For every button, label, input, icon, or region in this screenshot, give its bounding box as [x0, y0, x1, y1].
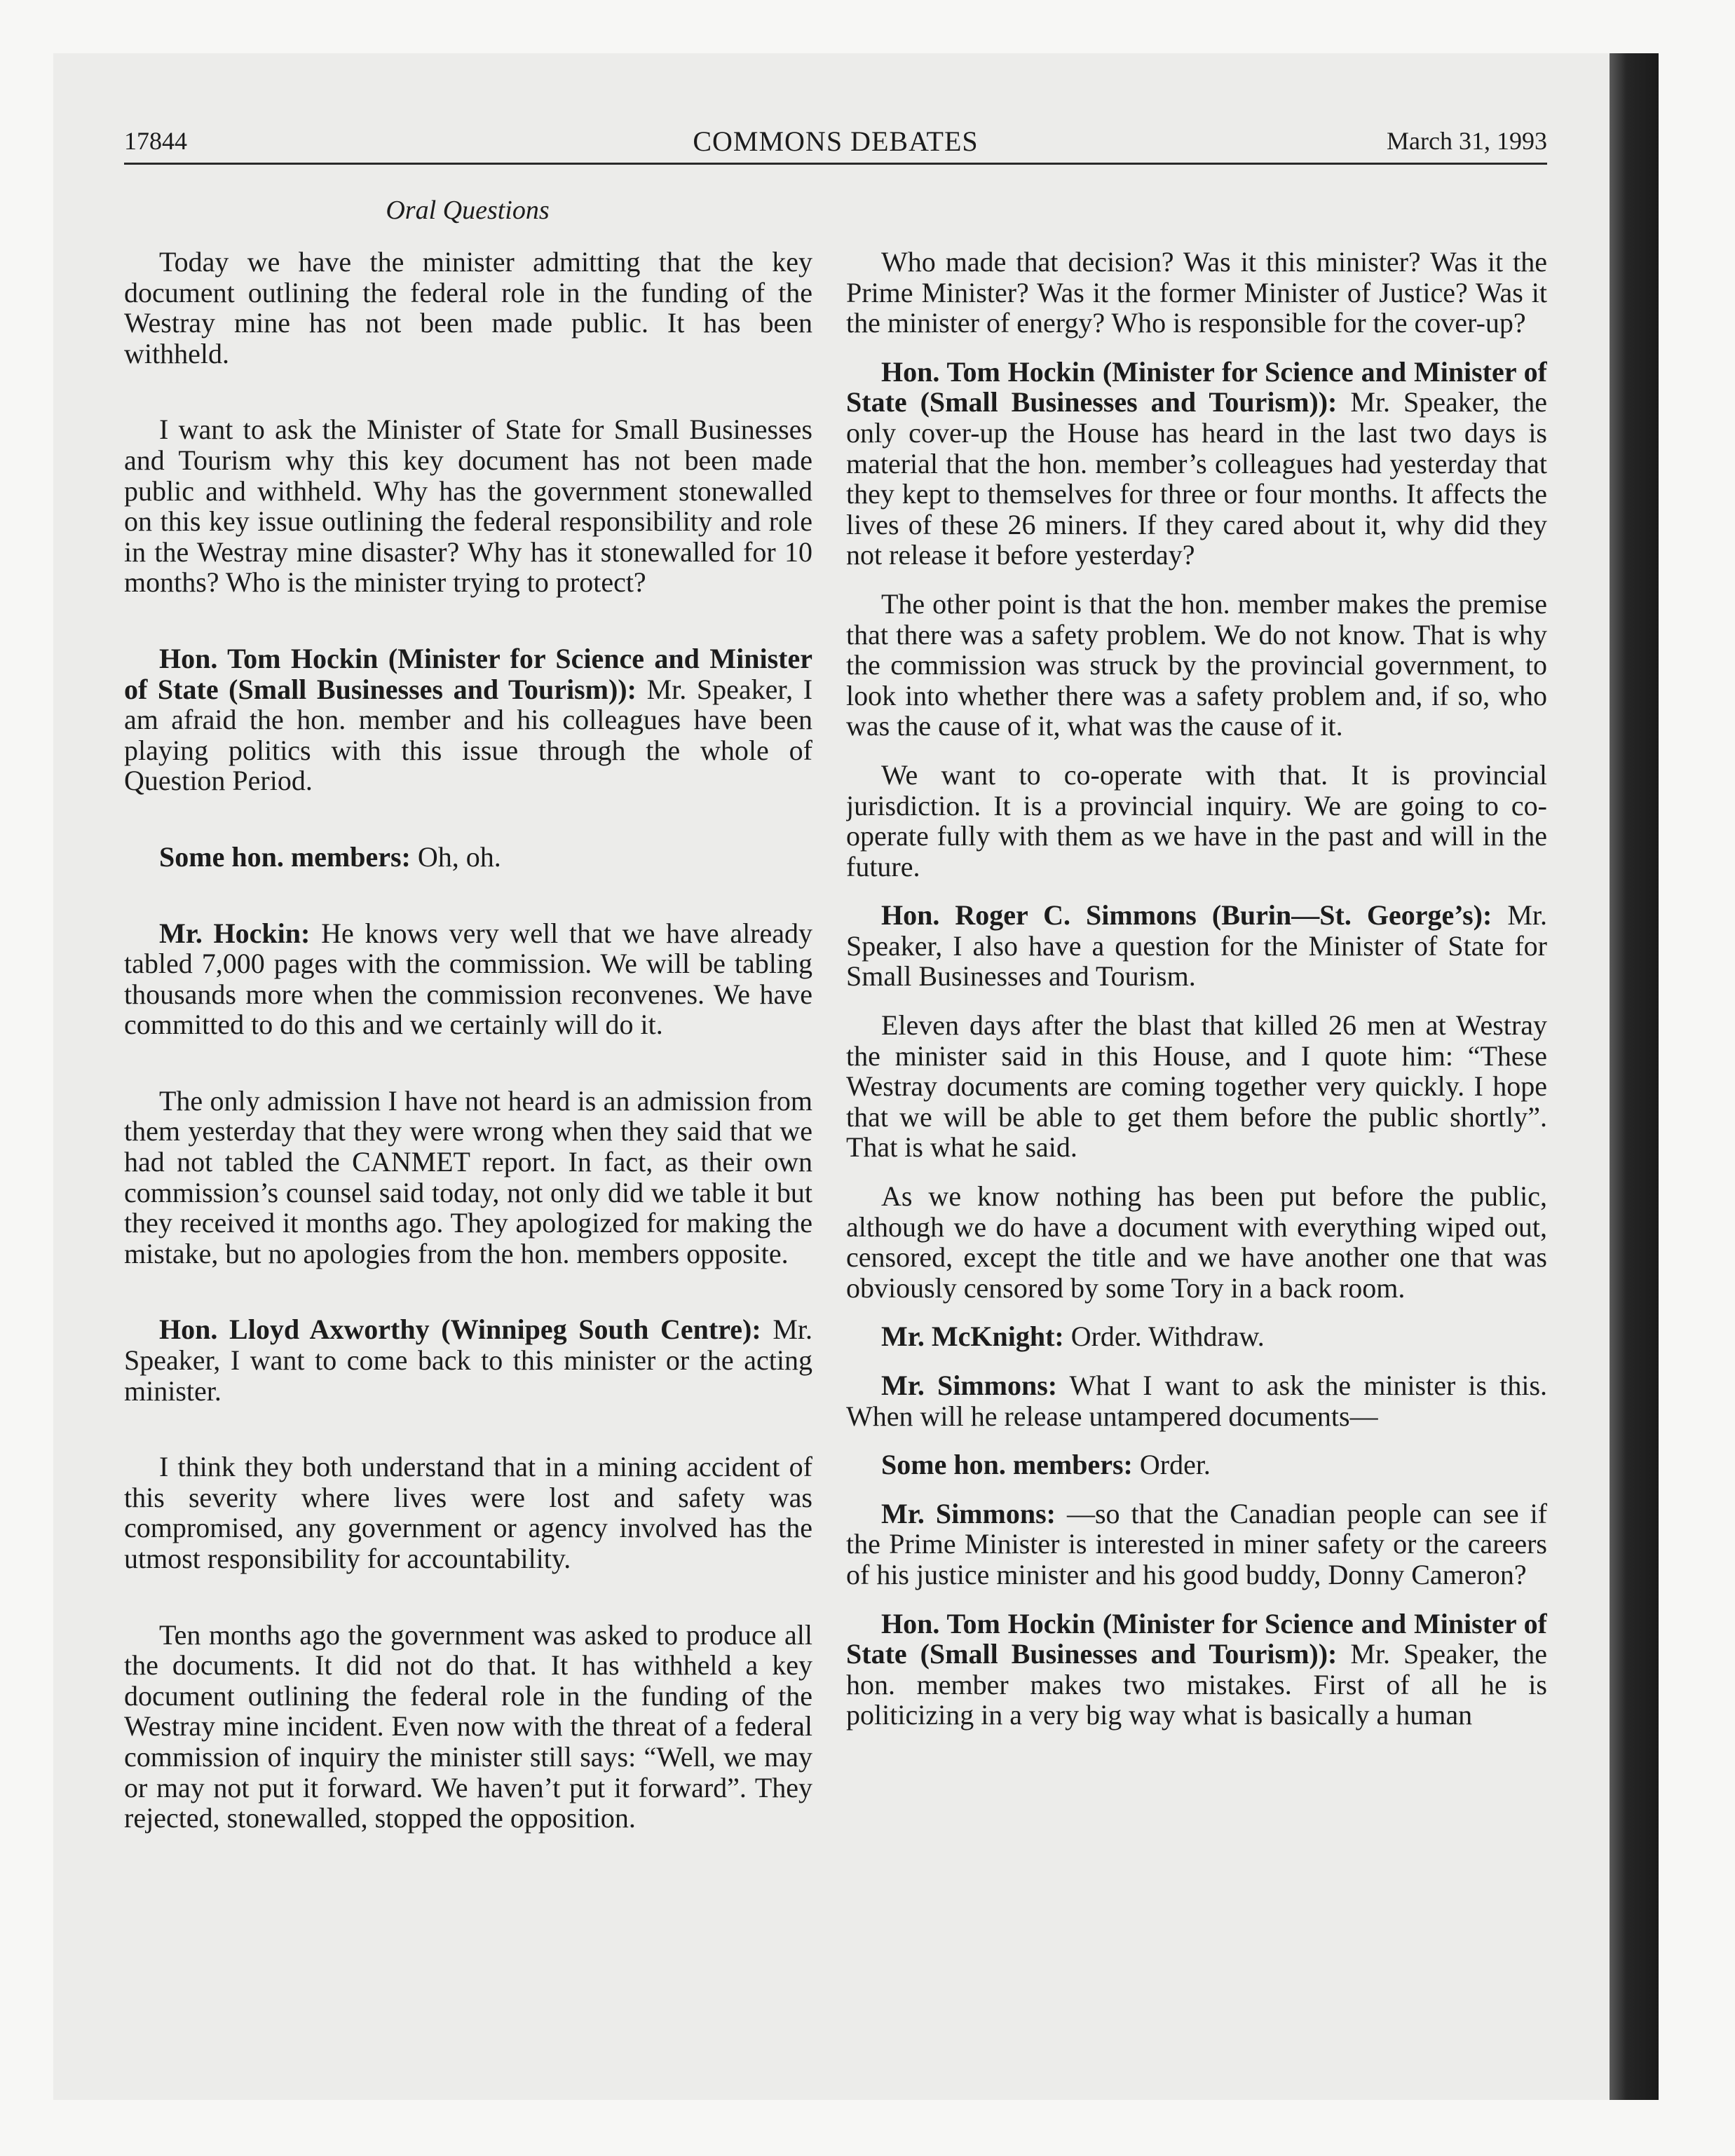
paragraph-text: Order.	[1139, 1449, 1211, 1481]
speaker-name: Hon. Tom Hockin (Minister for Science and Minister of State (Small Businesses and Tourism)):	[846, 355, 1547, 418]
paragraph-text: Who made that decision? Was it this minister? Was it the Prime Minister? Was it the former Minister of Justice? Was it the minister of energy? Who is responsible for the cover-up?	[846, 247, 1547, 339]
section-title: Oral Questions	[386, 196, 550, 225]
paragraph-text: As we know nothing has been put before the public, although we do have a document with everything wiped out, censored, except the title and we have another one that was obviously censored by some Tory in a back room.	[846, 1180, 1547, 1304]
right-column	[846, 247, 1547, 1929]
paragraph	[846, 357, 1547, 571]
paragraph	[124, 1314, 812, 1406]
paragraph	[124, 247, 812, 369]
paragraph-text: Mr. Speaker, I also have a question for the Minister of State for Small Businesses and Tourism.	[846, 899, 1547, 992]
paragraph-text: Eleven days after the blast that killed 26 men at Westray the minister said in this House, and I quote him: “These Westray documents are coming together very quickly. I hope that we will be able to get them before the public shortly”. That is what he said.	[846, 1009, 1547, 1164]
paragraph-text: —so that the Canadian people can see if the Prime Minister is interested in miner safety or the careers of his justice minister and his good buddy, Donny Cameron?	[846, 1497, 1547, 1590]
paragraph	[846, 900, 1547, 992]
paragraph	[846, 1499, 1547, 1590]
paragraph	[124, 643, 812, 796]
paragraph	[124, 414, 812, 598]
paragraph	[846, 1609, 1547, 1731]
paragraph-text: I want to ask the Minister of State for Small Businesses and Tourism why this key document has not been made public and withheld. Why has the government stonewalled on this key issue outlining the federal responsibility and role in the Westray mine disaster? Why has it stonewalled for 10 months? Who is the minister trying to protect?	[124, 414, 812, 599]
speaker-name: Mr. Simmons:	[881, 1370, 1058, 1401]
paragraph	[846, 1181, 1547, 1303]
paragraph-text: He knows very well that we have already tabled 7,000 pages with the commission. We will be tabling thousands more when the commission reconvenes. We have committed to do this and we certainly will do it.	[124, 917, 812, 1041]
paragraph-text: Mr. Speaker, the only cover-up the House has heard in the last two days is material that the hon. member’s colleagues had yesterday that they kept to themselves for three or four months. It affects the lives of these 26 miners. If they cared about it, why did they not release it before yesterday?	[846, 386, 1547, 571]
speaker-name: Hon. Tom Hockin (Minister for Science and Minister of State (Small Businesses and Tourism)):	[846, 1607, 1547, 1670]
paragraph	[124, 842, 812, 873]
paragraph	[124, 1620, 812, 1834]
header-rule	[124, 163, 1547, 165]
paragraph-text: Oh, oh.	[417, 840, 501, 873]
paragraph-text: I think they both understand that in a mining accident of this severity where lives were lost and safety was compromised, any government or agency involved has the utmost responsibility for accountability.	[124, 1451, 812, 1574]
publication-date: March 31, 1993	[1387, 127, 1547, 155]
paragraph	[846, 1321, 1547, 1352]
paragraph-text: The other point is that the hon. member makes the premise that there was a safety problem. We do not know. That is why the commission was struck by the provincial government, to look into whether there was a safety problem and, if so, who was the cause of it, what was the cause of it.	[846, 587, 1547, 742]
paragraph	[846, 1449, 1547, 1480]
paragraph	[846, 589, 1547, 742]
paragraph-text: What I want to ask the minister is this. When will he release untampered documents—	[846, 1370, 1547, 1432]
speaker-name: Mr. Hockin:	[159, 917, 311, 949]
speaker-name: Some hon. members:	[159, 840, 411, 873]
left-column	[124, 247, 812, 1929]
paragraph-text: Order. Withdraw.	[1070, 1321, 1265, 1353]
paragraph-text: Ten months ago the government was asked to produce all the documents. It did not do that. It has withheld a key document outlining the federal role in the funding of the Westray mine incident. Even now with the threat of a federal commission of inquiry the minister still says: “Well, we may or may not put it forward. We haven’t put it forward”. They rejected, stonewalled, stopped the opposition.	[124, 1618, 812, 1834]
speaker-name: Hon. Lloyd Axworthy (Winnipeg South Centre):	[159, 1314, 761, 1346]
speaker-name: Hon. Roger C. Simmons (Burin—St. George’s):	[881, 899, 1492, 932]
paragraph-text: Mr. Speaker, I am afraid the hon. member and his colleagues have been playing politics with this issue through the whole of Question Period.	[124, 673, 812, 797]
page-header	[124, 121, 1547, 163]
publication-title: COMMONS DEBATES	[693, 125, 979, 157]
paragraph-text: Mr. Speaker, the hon. member makes two mistakes. First of all he is politicizing in a very big way what is basically a human	[846, 1638, 1547, 1731]
paragraph	[846, 1370, 1547, 1431]
speaker-name: Mr. Simmons:	[881, 1497, 1056, 1529]
paragraph-text: Mr. Speaker, I want to come back to this minister or the acting minister.	[124, 1314, 812, 1407]
paragraph	[846, 1010, 1547, 1163]
paragraph	[846, 247, 1547, 339]
paragraph	[124, 1452, 812, 1574]
page-number: 17844	[124, 127, 187, 155]
speaker-name: Some hon. members:	[881, 1449, 1133, 1481]
paragraph-text: Today we have the minister admitting that the key document outlining the federal role in the funding of the Westray mine has not been made public. It has been withheld.	[124, 247, 812, 369]
book-spine-shadow	[1610, 53, 1659, 2100]
paragraph-text: The only admission I have not heard is an admission from them yesterday that they were wrong when they said that we had not tabled the CANMET report. In fact, as their own commission’s counsel said today, not only did we table it but they received it months ago. They apologized for making the mistake, but no apologies from the hon. members opposite.	[124, 1084, 812, 1269]
speaker-name: Hon. Tom Hockin (Minister for Science and Minister of State (Small Businesses and Tourism)):	[124, 642, 812, 705]
paragraph	[846, 760, 1547, 882]
paragraph	[124, 1086, 812, 1269]
speaker-name: Mr. McKnight:	[881, 1321, 1064, 1353]
paragraph	[124, 918, 812, 1040]
paragraph-text: We want to co-operate with that. It is provincial jurisdiction. It is a provincial inquiry. We are going to co-operate fully with them as we have in the past and will in the future.	[846, 758, 1547, 882]
